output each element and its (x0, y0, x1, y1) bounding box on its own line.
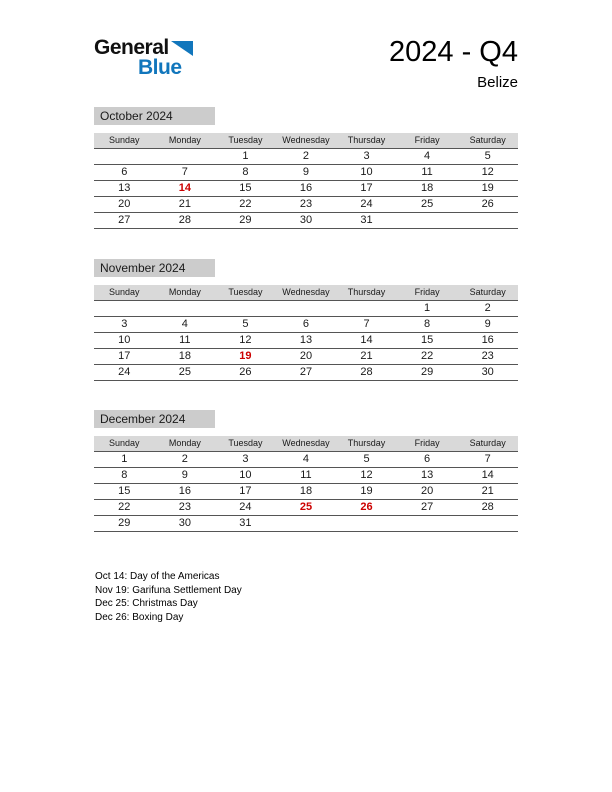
day-cell: 23 (155, 499, 216, 515)
empty-cell (336, 300, 397, 316)
day-cell: 3 (336, 148, 397, 164)
day-cell: 5 (215, 316, 276, 332)
day-cell: 16 (155, 483, 216, 499)
day-cell: 11 (155, 332, 216, 348)
day-cell: 24 (336, 196, 397, 212)
day-cell: 30 (276, 212, 337, 228)
day-cell: 20 (276, 348, 337, 364)
day-cell: 16 (457, 332, 518, 348)
week-row (94, 180, 518, 196)
day-cell: 25 (276, 499, 337, 515)
day-cell: 4 (155, 316, 216, 332)
day-cell: 24 (94, 364, 155, 380)
day-cell: 1 (215, 148, 276, 164)
day-cell: 15 (94, 483, 155, 499)
month-section-november (94, 259, 518, 381)
day-cell: 18 (155, 348, 216, 364)
day-cell: 24 (215, 499, 276, 515)
week-row (94, 212, 518, 228)
week-row (94, 364, 518, 380)
day-cell: 8 (215, 164, 276, 180)
empty-cell (397, 515, 458, 531)
day-header: Wednesday (276, 133, 337, 148)
day-cell: 31 (336, 212, 397, 228)
empty-cell (457, 212, 518, 228)
week-row (94, 164, 518, 180)
day-cell: 15 (215, 180, 276, 196)
day-cell: 30 (155, 515, 216, 531)
day-cell: 9 (457, 316, 518, 332)
calendar-table-october (94, 133, 518, 229)
empty-cell (94, 148, 155, 164)
day-cell: 13 (276, 332, 337, 348)
day-header: Saturday (457, 133, 518, 148)
day-header-row (94, 133, 518, 148)
day-header: Tuesday (215, 285, 276, 300)
day-header-row (94, 436, 518, 451)
logo-text-blue: Blue (138, 56, 182, 79)
day-cell: 8 (94, 467, 155, 483)
calendar-table-november (94, 285, 518, 381)
country-label: Belize (477, 74, 518, 91)
day-cell: 7 (457, 451, 518, 467)
empty-cell (155, 300, 216, 316)
day-cell: 18 (397, 180, 458, 196)
day-header: Tuesday (215, 436, 276, 451)
day-header: Wednesday (276, 285, 337, 300)
week-row (94, 332, 518, 348)
day-cell: 14 (155, 180, 216, 196)
day-cell: 20 (397, 483, 458, 499)
day-cell: 13 (94, 180, 155, 196)
week-row (94, 499, 518, 515)
day-cell: 10 (336, 164, 397, 180)
holiday-note: Dec 26: Boxing Day (95, 611, 184, 623)
day-cell: 2 (276, 148, 337, 164)
day-header: Tuesday (215, 133, 276, 148)
day-cell: 12 (336, 467, 397, 483)
general-blue-logo (94, 38, 193, 78)
day-header: Thursday (336, 133, 397, 148)
day-cell: 27 (397, 499, 458, 515)
day-cell: 23 (276, 196, 337, 212)
day-cell: 10 (215, 467, 276, 483)
day-cell: 16 (276, 180, 337, 196)
day-cell: 11 (397, 164, 458, 180)
day-cell: 21 (336, 348, 397, 364)
day-cell: 28 (457, 499, 518, 515)
day-cell: 7 (336, 316, 397, 332)
day-cell: 22 (215, 196, 276, 212)
day-cell: 9 (155, 467, 216, 483)
day-cell: 19 (336, 483, 397, 499)
day-header: Saturday (457, 436, 518, 451)
day-cell: 29 (94, 515, 155, 531)
holiday-notes (95, 570, 242, 624)
day-cell: 2 (457, 300, 518, 316)
day-cell: 1 (397, 300, 458, 316)
week-row (94, 515, 518, 531)
day-cell: 15 (397, 332, 458, 348)
day-cell: 12 (457, 164, 518, 180)
day-header-row (94, 285, 518, 300)
day-cell: 5 (336, 451, 397, 467)
day-cell: 3 (94, 316, 155, 332)
week-row (94, 148, 518, 164)
day-cell: 14 (336, 332, 397, 348)
day-cell: 4 (276, 451, 337, 467)
empty-cell (155, 148, 216, 164)
day-cell: 21 (155, 196, 216, 212)
day-cell: 13 (397, 467, 458, 483)
day-header: Saturday (457, 285, 518, 300)
empty-cell (276, 515, 337, 531)
day-header: Monday (155, 436, 216, 451)
logo-text-general: General (94, 36, 169, 59)
day-cell: 7 (155, 164, 216, 180)
day-cell: 14 (457, 467, 518, 483)
day-header: Monday (155, 285, 216, 300)
day-cell: 2 (155, 451, 216, 467)
day-cell: 19 (215, 348, 276, 364)
empty-cell (215, 300, 276, 316)
day-cell: 29 (397, 364, 458, 380)
day-header: Friday (397, 285, 458, 300)
day-cell: 6 (94, 164, 155, 180)
day-cell: 28 (336, 364, 397, 380)
month-title: October 2024 (94, 107, 215, 125)
day-header: Sunday (94, 133, 155, 148)
month-section-december (94, 410, 518, 532)
month-title: December 2024 (94, 410, 215, 428)
week-row (94, 467, 518, 483)
day-cell: 22 (397, 348, 458, 364)
day-cell: 23 (457, 348, 518, 364)
day-cell: 25 (155, 364, 216, 380)
day-cell: 6 (397, 451, 458, 467)
day-cell: 10 (94, 332, 155, 348)
day-header: Friday (397, 133, 458, 148)
day-header: Wednesday (276, 436, 337, 451)
day-cell: 9 (276, 164, 337, 180)
empty-cell (94, 300, 155, 316)
day-header: Thursday (336, 436, 397, 451)
day-header: Friday (397, 436, 458, 451)
day-cell: 17 (336, 180, 397, 196)
week-row (94, 196, 518, 212)
day-cell: 5 (457, 148, 518, 164)
day-cell: 28 (155, 212, 216, 228)
day-cell: 18 (276, 483, 337, 499)
day-cell: 30 (457, 364, 518, 380)
empty-cell (336, 515, 397, 531)
day-cell: 26 (457, 196, 518, 212)
day-cell: 29 (215, 212, 276, 228)
day-cell: 22 (94, 499, 155, 515)
empty-cell (397, 212, 458, 228)
day-header: Sunday (94, 436, 155, 451)
quarter-title: 2024 - Q4 (389, 36, 518, 68)
day-cell: 31 (215, 515, 276, 531)
week-row (94, 300, 518, 316)
day-cell: 27 (94, 212, 155, 228)
day-cell: 8 (397, 316, 458, 332)
day-cell: 11 (276, 467, 337, 483)
holiday-note: Dec 25: Christmas Day (95, 598, 198, 609)
day-cell: 1 (94, 451, 155, 467)
day-cell: 4 (397, 148, 458, 164)
day-cell: 26 (336, 499, 397, 515)
day-cell: 17 (94, 348, 155, 364)
week-row (94, 451, 518, 467)
week-row (94, 348, 518, 364)
day-cell: 3 (215, 451, 276, 467)
empty-cell (457, 515, 518, 531)
day-cell: 12 (215, 332, 276, 348)
month-section-october (94, 107, 518, 229)
day-cell: 17 (215, 483, 276, 499)
day-cell: 25 (397, 196, 458, 212)
empty-cell (276, 300, 337, 316)
day-cell: 21 (457, 483, 518, 499)
day-cell: 27 (276, 364, 337, 380)
day-header: Thursday (336, 285, 397, 300)
day-cell: 19 (457, 180, 518, 196)
week-row (94, 316, 518, 332)
day-cell: 26 (215, 364, 276, 380)
day-header: Sunday (94, 285, 155, 300)
holiday-note: Oct 14: Day of the Americas (95, 571, 220, 582)
day-cell: 6 (276, 316, 337, 332)
day-header: Monday (155, 133, 216, 148)
week-row (94, 483, 518, 499)
month-title: November 2024 (94, 259, 215, 277)
day-cell: 20 (94, 196, 155, 212)
calendar-table-december (94, 436, 518, 532)
holiday-note: Nov 19: Garifuna Settlement Day (95, 584, 242, 596)
